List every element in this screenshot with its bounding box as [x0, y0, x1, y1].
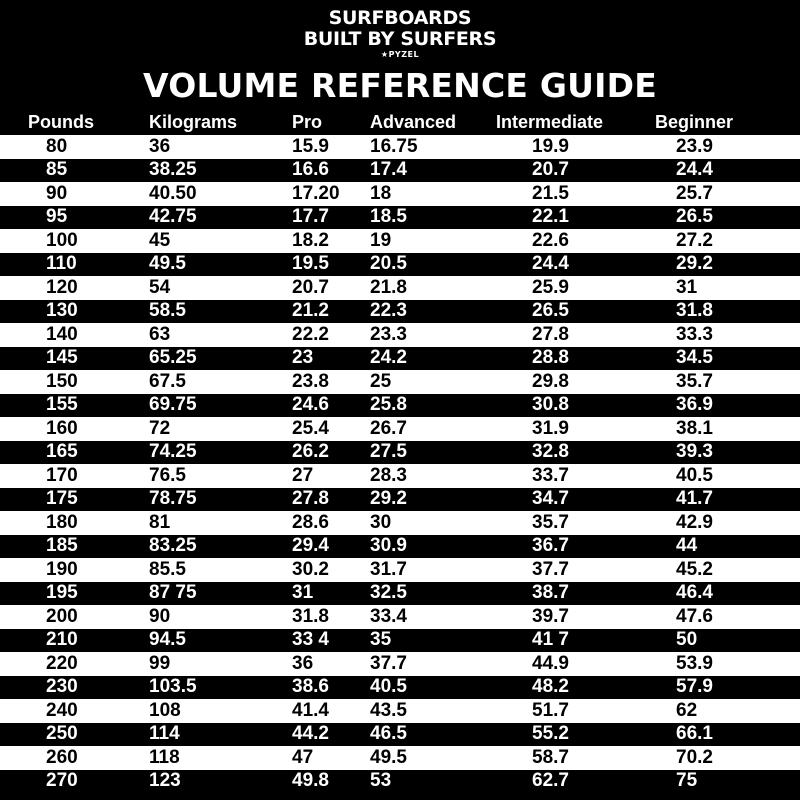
cell-pounds: 145 — [46, 347, 78, 369]
cell-kilograms: 118 — [149, 746, 180, 768]
cell-intermediate: 22.6 — [532, 229, 569, 251]
cell-pounds: 110 — [46, 253, 77, 275]
cell-beginner: 31.8 — [676, 300, 713, 322]
table-row — [0, 417, 800, 441]
table-row — [0, 206, 800, 230]
cell-intermediate: 25.9 — [532, 276, 569, 298]
cell-pro: 38.6 — [292, 676, 329, 698]
cell-beginner: 29.2 — [676, 253, 713, 275]
cell-intermediate: 28.8 — [532, 347, 569, 369]
cell-advanced: 46.5 — [370, 723, 407, 745]
cell-pounds: 210 — [46, 629, 78, 651]
cell-kilograms: 108 — [149, 699, 181, 721]
cell-beginner: 33.3 — [676, 323, 713, 345]
cell-pro: 21.2 — [292, 300, 329, 322]
cell-intermediate: 58.7 — [532, 746, 569, 768]
cell-beginner: 27.2 — [676, 229, 713, 251]
cell-advanced: 21.8 — [370, 276, 407, 298]
cell-advanced: 26.7 — [370, 417, 407, 439]
cell-kilograms: 114 — [149, 723, 180, 745]
cell-advanced: 53 — [370, 770, 392, 792]
cell-advanced: 33.4 — [370, 605, 407, 627]
table-row — [0, 253, 800, 277]
table-row — [0, 347, 800, 371]
cell-kilograms: 49.5 — [149, 253, 186, 275]
table-header-row — [0, 110, 800, 135]
header-intermediate: Intermediate — [496, 112, 604, 132]
cell-kilograms: 65.25 — [149, 347, 197, 369]
cell-pounds: 95 — [46, 206, 68, 228]
cell-beginner: 57.9 — [676, 676, 713, 698]
cell-pro: 19.5 — [292, 253, 329, 275]
cell-advanced: 25.8 — [370, 394, 407, 416]
cell-kilograms: 123 — [149, 770, 181, 792]
cell-beginner: 41.7 — [676, 488, 713, 510]
logo-brand: ★PYZEL — [380, 50, 420, 59]
cell-pounds: 220 — [46, 652, 78, 674]
cell-kilograms: 90 — [149, 605, 171, 627]
cell-kilograms: 78.75 — [149, 488, 197, 510]
cell-pro: 36 — [292, 652, 314, 674]
cell-advanced: 25 — [370, 370, 392, 392]
cell-beginner: 50 — [676, 629, 698, 651]
cell-pro: 47 — [292, 746, 314, 768]
cell-beginner: 45.2 — [676, 558, 713, 580]
table-row — [0, 652, 800, 676]
cell-pro: 41.4 — [292, 699, 329, 721]
cell-kilograms: 45 — [149, 229, 171, 251]
cell-intermediate: 48.2 — [532, 676, 569, 698]
cell-intermediate: 21.5 — [532, 182, 569, 204]
cell-advanced: 19 — [370, 229, 392, 251]
cell-beginner: 23.9 — [676, 135, 713, 157]
cell-intermediate: 37.7 — [532, 558, 569, 580]
cell-advanced: 18.5 — [370, 206, 407, 228]
cell-pounds: 150 — [46, 370, 78, 392]
cell-kilograms: 83.25 — [149, 535, 197, 557]
cell-pro: 22.2 — [292, 323, 329, 345]
table-row — [0, 394, 800, 418]
cell-beginner: 40.5 — [676, 464, 713, 486]
cell-advanced: 24.2 — [370, 347, 407, 369]
cell-advanced: 18 — [370, 182, 392, 204]
cell-kilograms: 76.5 — [149, 464, 186, 486]
cell-pro: 17.20 — [292, 182, 340, 204]
cell-advanced: 43.5 — [370, 699, 407, 721]
table-row — [0, 699, 800, 723]
cell-intermediate: 41 7 — [532, 629, 569, 651]
cell-intermediate: 55.2 — [532, 723, 569, 745]
cell-pro: 23 — [292, 347, 314, 369]
table-row — [0, 276, 800, 300]
cell-pro: 44.2 — [292, 723, 329, 745]
cell-advanced: 17.4 — [370, 159, 407, 181]
cell-kilograms: 81 — [149, 511, 171, 533]
cell-pounds: 200 — [46, 605, 78, 627]
cell-beginner: 42.9 — [676, 511, 713, 533]
cell-advanced: 31.7 — [370, 558, 407, 580]
cell-kilograms: 63 — [149, 323, 171, 345]
cell-advanced: 29.2 — [370, 488, 407, 510]
table-row — [0, 676, 800, 700]
cell-intermediate: 51.7 — [532, 699, 569, 721]
cell-intermediate: 44.9 — [532, 652, 569, 674]
logo-line-2: BUILT BY SURFERS — [303, 28, 497, 50]
cell-intermediate: 35.7 — [532, 511, 569, 533]
cell-pro: 18.2 — [292, 229, 329, 251]
table-row — [0, 535, 800, 559]
cell-pounds: 270 — [46, 770, 78, 792]
cell-beginner: 62 — [676, 699, 698, 721]
cell-pounds: 85 — [46, 159, 68, 181]
cell-beginner: 38.1 — [676, 417, 713, 439]
cell-pro: 20.7 — [292, 276, 329, 298]
cell-kilograms: 69.75 — [149, 394, 197, 416]
cell-pro: 27.8 — [292, 488, 329, 510]
table-row — [0, 135, 800, 159]
cell-intermediate: 32.8 — [532, 441, 569, 463]
cell-advanced: 30 — [370, 511, 392, 533]
cell-pro: 26.2 — [292, 441, 329, 463]
cell-pro: 25.4 — [292, 417, 329, 439]
table-row — [0, 159, 800, 183]
cell-beginner: 46.4 — [676, 582, 713, 604]
cell-beginner: 70.2 — [676, 746, 713, 768]
volume-table — [0, 110, 800, 793]
brand-logo — [0, 8, 800, 60]
cell-intermediate: 29.8 — [532, 370, 569, 392]
cell-intermediate: 22.1 — [532, 206, 569, 228]
cell-pro: 30.2 — [292, 558, 329, 580]
cell-kilograms: 58.5 — [149, 300, 186, 322]
cell-intermediate: 38.7 — [532, 582, 569, 604]
cell-pro: 24.6 — [292, 394, 329, 416]
cell-pro: 49.8 — [292, 770, 329, 792]
cell-pro: 17.7 — [292, 206, 329, 228]
cell-pounds: 175 — [46, 488, 78, 510]
cell-advanced: 49.5 — [370, 746, 407, 768]
table-row — [0, 629, 800, 653]
cell-pounds: 130 — [46, 300, 78, 322]
cell-intermediate: 34.7 — [532, 488, 569, 510]
cell-beginner: 34.5 — [676, 347, 713, 369]
cell-kilograms: 38.25 — [149, 159, 197, 181]
cell-intermediate: 36.7 — [532, 535, 569, 557]
cell-beginner: 66.1 — [676, 723, 713, 745]
cell-kilograms: 54 — [149, 276, 171, 298]
cell-kilograms: 42.75 — [149, 206, 197, 228]
cell-advanced: 22.3 — [370, 300, 407, 322]
cell-intermediate: 62.7 — [532, 770, 569, 792]
cell-advanced: 16.75 — [370, 135, 418, 157]
cell-kilograms: 99 — [149, 652, 171, 674]
cell-advanced: 27.5 — [370, 441, 407, 463]
cell-beginner: 47.6 — [676, 605, 713, 627]
cell-kilograms: 36 — [149, 135, 171, 157]
cell-pounds: 120 — [46, 276, 78, 298]
header-advanced: Advanced — [370, 112, 457, 132]
cell-beginner: 36.9 — [676, 394, 713, 416]
table-row — [0, 582, 800, 606]
cell-intermediate: 26.5 — [532, 300, 569, 322]
cell-pro: 29.4 — [292, 535, 329, 557]
cell-beginner: 26.5 — [676, 206, 713, 228]
cell-kilograms: 74.25 — [149, 441, 197, 463]
cell-advanced: 37.7 — [370, 652, 407, 674]
cell-pro: 31.8 — [292, 605, 329, 627]
table-row — [0, 464, 800, 488]
cell-pounds: 160 — [46, 417, 78, 439]
cell-kilograms: 87 75 — [149, 582, 197, 604]
cell-beginner: 31 — [676, 276, 698, 298]
cell-kilograms: 40.50 — [149, 182, 197, 204]
cell-pro: 23.8 — [292, 370, 329, 392]
cell-kilograms: 72 — [149, 417, 171, 439]
cell-pounds: 140 — [46, 323, 78, 345]
cell-pounds: 240 — [46, 699, 78, 721]
cell-pro: 16.6 — [292, 159, 329, 181]
cell-pounds: 100 — [46, 229, 78, 251]
cell-intermediate: 31.9 — [532, 417, 569, 439]
table-row — [0, 558, 800, 582]
cell-pounds: 180 — [46, 511, 78, 533]
cell-kilograms: 85.5 — [149, 558, 186, 580]
cell-beginner: 39.3 — [676, 441, 713, 463]
cell-pro: 28.6 — [292, 511, 329, 533]
table-row — [0, 488, 800, 512]
cell-pounds: 250 — [46, 723, 78, 745]
page-title: VOLUME REFERENCE GUIDE — [143, 66, 657, 105]
table-row — [0, 723, 800, 747]
cell-pro: 31 — [292, 582, 314, 604]
cell-advanced: 20.5 — [370, 253, 407, 275]
cell-pounds: 230 — [46, 676, 78, 698]
cell-beginner: 53.9 — [676, 652, 713, 674]
cell-advanced: 32.5 — [370, 582, 407, 604]
table-body — [0, 135, 800, 793]
cell-intermediate: 30.8 — [532, 394, 569, 416]
table-row — [0, 605, 800, 629]
header-kilograms: Kilograms — [149, 112, 238, 132]
cell-pounds: 195 — [46, 582, 78, 604]
cell-pro: 27 — [292, 464, 314, 486]
header-pro: Pro — [292, 112, 323, 132]
cell-pounds: 155 — [46, 394, 78, 416]
cell-intermediate: 39.7 — [532, 605, 569, 627]
cell-intermediate: 33.7 — [532, 464, 569, 486]
table-row — [0, 511, 800, 535]
cell-beginner: 75 — [676, 770, 698, 792]
cell-advanced: 23.3 — [370, 323, 407, 345]
table-row — [0, 323, 800, 347]
cell-kilograms: 67.5 — [149, 370, 186, 392]
header-beginner: Beginner — [655, 112, 734, 132]
table-row — [0, 746, 800, 770]
cell-pounds: 185 — [46, 535, 78, 557]
cell-advanced: 30.9 — [370, 535, 407, 557]
cell-pro: 33 4 — [292, 629, 329, 651]
cell-intermediate: 19.9 — [532, 135, 569, 157]
cell-pounds: 80 — [46, 135, 68, 157]
cell-beginner: 24.4 — [676, 159, 713, 181]
cell-pounds: 260 — [46, 746, 78, 768]
cell-beginner: 25.7 — [676, 182, 713, 204]
cell-pounds: 170 — [46, 464, 78, 486]
cell-kilograms: 103.5 — [149, 676, 197, 698]
cell-pro: 15.9 — [292, 135, 329, 157]
table-row — [0, 182, 800, 206]
cell-advanced: 28.3 — [370, 464, 407, 486]
table-row — [0, 370, 800, 394]
cell-advanced: 35 — [370, 629, 392, 651]
table-row — [0, 300, 800, 324]
cell-intermediate: 24.4 — [532, 253, 569, 275]
table-row — [0, 441, 800, 465]
header-pounds: Pounds — [28, 112, 94, 132]
cell-pounds: 190 — [46, 558, 78, 580]
cell-intermediate: 27.8 — [532, 323, 569, 345]
cell-kilograms: 94.5 — [149, 629, 186, 651]
logo-line-1: SURFBOARDS — [328, 7, 472, 29]
cell-advanced: 40.5 — [370, 676, 407, 698]
cell-pounds: 165 — [46, 441, 78, 463]
table-row — [0, 229, 800, 253]
table-row — [0, 770, 800, 794]
cell-beginner: 35.7 — [676, 370, 713, 392]
cell-pounds: 90 — [46, 182, 68, 204]
cell-intermediate: 20.7 — [532, 159, 569, 181]
cell-beginner: 44 — [676, 535, 698, 557]
